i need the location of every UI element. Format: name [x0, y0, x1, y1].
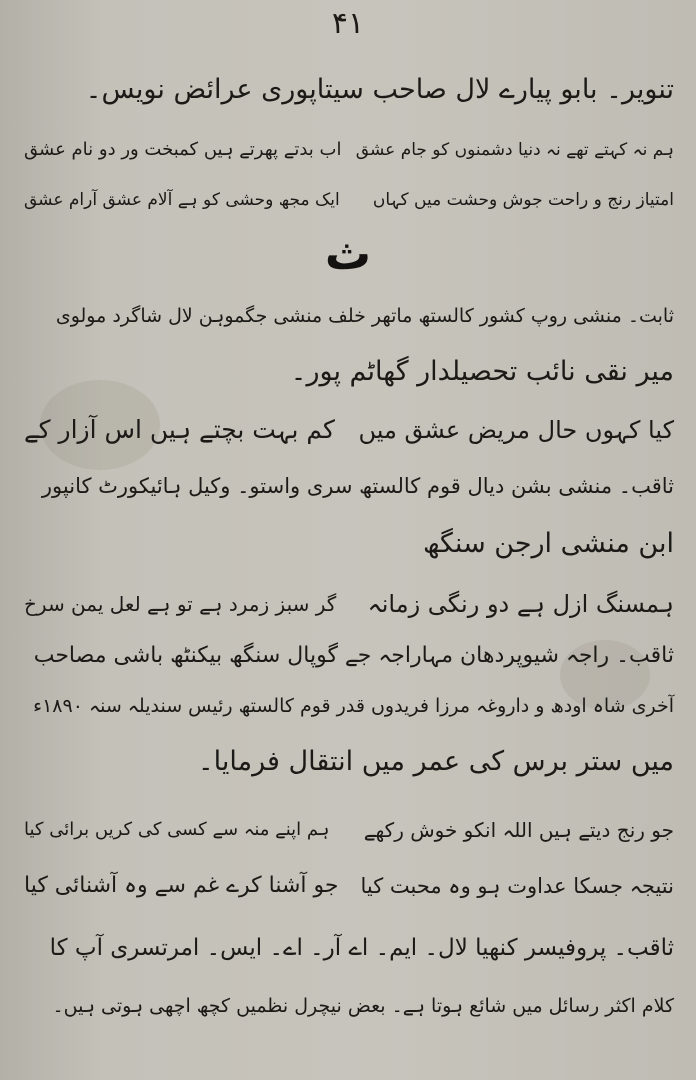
couplet-5-first-line: جو رنج دیتے ہیں اللہ انکو خوش رکھے: [363, 818, 674, 842]
entry-saqib-2-cont: میں ستر برس کی عمر میں انتقال فرمایا۔: [197, 746, 674, 777]
couplet-4-second-line: گر سبز زمرد ہے تو ہے لعل یمن سرخ: [24, 592, 337, 616]
entry-sabit: ثابت۔ منشی روپ کشور کالستھ ماتھر خلف منشی جگموہن لال شاگرد مولوی: [55, 305, 674, 327]
entry-saqib-2-cont: آخری شاہ اودھ و داروغہ مرزا فریدوں قدر قوم کالستھ رئیس سندیلہ سنہ ۱۸۹۰ء: [33, 695, 674, 717]
couplet-2-first-line: امتیاز رنج و راحت جوش وحشت میں کہاں: [372, 190, 674, 210]
couplet-3-second-line: کم بہت بچتے ہیں اس آزار کے: [24, 415, 335, 444]
page-number: ۴۱: [331, 6, 365, 41]
couplet-2-second-line: ایک مجھ وحشی کو ہے آلام عشق آرام عشق: [24, 190, 340, 210]
couplet-6-second-line: جو آشنا کرے غم سے وہ آشنائی کیا: [24, 873, 339, 898]
entry-saqib-2: ثاقب۔ راجہ شیوپردھان مہاراجہ جے گوپال سنگھ بیکنٹھ باشی مصاحب: [33, 643, 674, 668]
couplet-6-first-line: نتیجہ جسکا عداوت ہو وہ محبت کیا: [360, 874, 674, 898]
entry-saqib-1: ثاقب۔ منشی بشن دیال قوم کالستھ سری واستو۔ وکیل ہائیکورٹ کانپور: [41, 474, 674, 498]
entry-saqib-3: ثاقب۔ پروفیسر کنھیا لال۔ ایم۔ اے آر۔ اے۔ ایس۔ امرتسری آپ کا: [49, 935, 674, 961]
entry-sabit-cont: میر نقی نائب تحصیلدار گھاٹم پور۔: [290, 356, 674, 387]
couplet-4-first-line: ہمسنگ ازل ہے دو رنگی زمانہ: [367, 590, 674, 618]
couplet-1-second-line: اب بدتے پھرتے ہیں کمبخت ور دو نام عشق: [24, 139, 342, 160]
couplet-3-first-line: کیا کہوں حال مریض عشق میں: [358, 416, 674, 444]
entry-tanvir: تنویر۔ بابو پیارے لال صاحب سیتاپوری عرائض نویس۔: [85, 74, 674, 105]
section-letter-heading: ث: [324, 226, 372, 280]
entry-saqib-3-cont: کلام اکثر رسائل میں شائع ہوتا ہے۔ بعض نیچرل نظمیں کچھ اچھی ہوتی ہیں۔: [52, 995, 674, 1017]
entry-saqib-1-cont: ابن منشی ارجن سنگھ: [422, 528, 674, 559]
couplet-1-first-line: ہم نہ کہتے تھے نہ دنیا دشمنوں کو جام عشق: [355, 140, 674, 160]
couplet-5-second-line: ہم اپنے منہ سے کسی کی کریں برائی کیا: [24, 819, 330, 840]
